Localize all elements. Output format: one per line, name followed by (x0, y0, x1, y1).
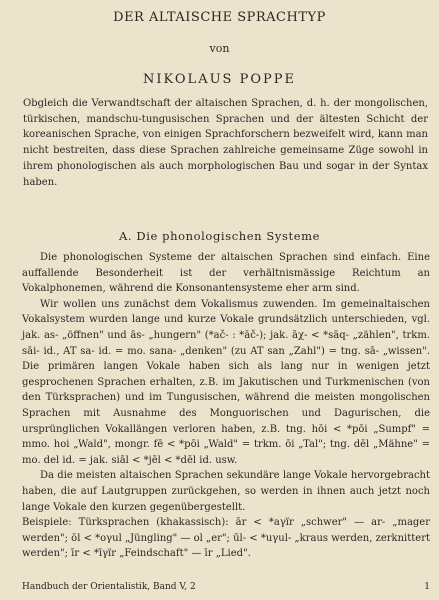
abstract-paragraph: Obgleich die Verwandtschaft der altaischen Sprachen, d. h. der mongolischen, türkischen, mandschu-tungusischen Sprachen und der ältesten Schicht der koreanischen Sprache, von einigen Sprachforschern bezweifelt wird, kann man nicht bestreiten, dass diese Sprachen zahlreiche gemeinsame Züge sowohl in ihrem phonologischen als auch morphologischen Bau und sogar in der Syntax haben. (23, 98, 428, 188)
byline-von: von (209, 42, 230, 55)
footer-source: Handbuch der Orientalistik, Band V, 2 (22, 582, 196, 592)
paragraph: Da die meisten altaischen Sprachen sekundäre lange Vokale hervorgebracht haben, die auf Lautgruppen zurückgehen, so werden in ihnen auch jetzt noch lange Vokale den kurzen gegenübergestellt. (22, 470, 430, 513)
section-heading: A. Die phonologischen Systeme (118, 229, 321, 243)
paragraph: Die phonologischen Systeme der altaischen Sprachen sind einfach. Eine auffallende Besonderheit ist der verhältnismässige Reichtum an Vokalphonemen, während die Konsonantensysteme eher arm sind. (22, 252, 430, 295)
page-title: DER ALTAISCHE SPRACHTYP (113, 10, 326, 25)
page-footer (22, 582, 430, 592)
author-name: NIKOLAUS POPPE (143, 72, 296, 87)
page-number: 1 (424, 582, 430, 592)
paragraph: Beispiele: Türksprachen (khakassisch): ār < *aγïr „schwer" — ar- „mager werden"; ōl < *oγul „Jüngling" — ol „er"; ūl- < *uγul- „kraus werden, zerknittert werden"; īr < *īγïr „Feindschaft" — īr „Lied". (22, 517, 430, 560)
body-text (22, 250, 430, 562)
paragraph: Wir wollen uns zunächst dem Vokalismus zuwenden. Im gemeinaltaischen Vokalsystem wurden lange und kurze Vokale grundsätzlich unterschieden, vgl. jak. as- „öffnen" und ās- „hungern" (*ač- : *āč-); jak. āχ- < *sāq- „zählen", trkm. sāi- id., AT sa- id. = mo. sana- „denken" (zu AT san „Zahl") = tng. sā- „wissen". Die primären langen Vokale haben sich als lang nur in wenigen jetzt gesprochenen Sprachen erhalten, z.B. im Jakutischen und Turkmenischen (von den Türksprachen) und im Tungusischen, während die meisten mongolischen Sprachen mit Ausnahme des Monguorischen und Dagurischen, die ursprünglichen Vokallängen verloren haben, z.B. tng. hōi < *pōi „Sumpf" = mmo. hoi „Wald", mongr. fē < *pōi „Wald" = trkm. ōi „Tal"; tng. dēl „Mähne" = mo. del id. = jak. siāl < *jēl < *dēl id. usw. (22, 298, 430, 466)
